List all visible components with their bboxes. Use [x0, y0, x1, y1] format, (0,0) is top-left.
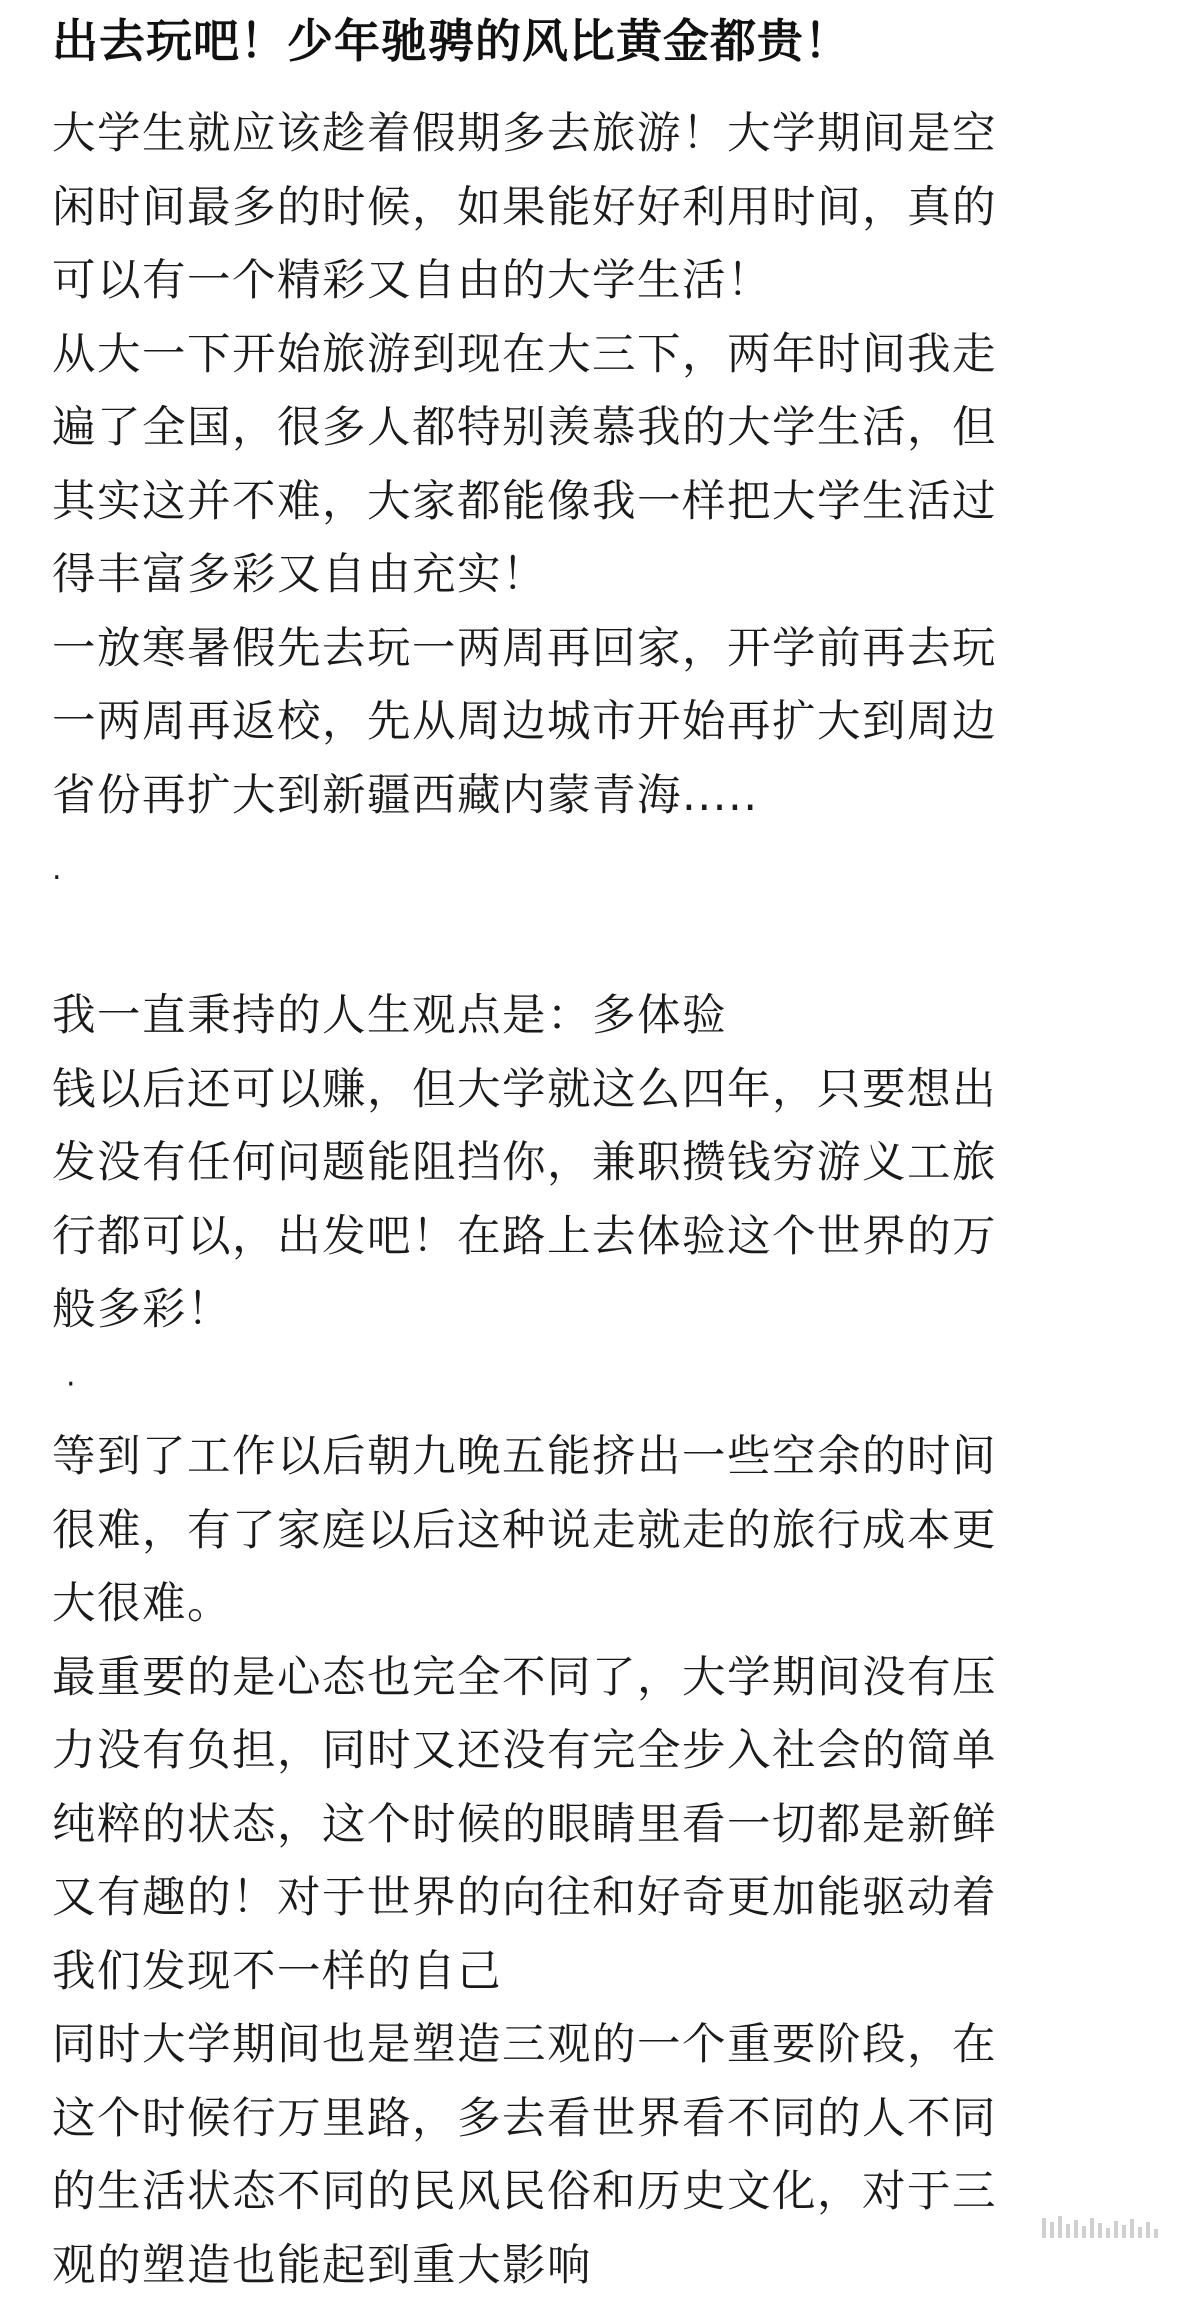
post-line: 这个时候行万里路，多去看世界看不同的人不同: [52, 2083, 1132, 2157]
post-line: 一放寒暑假先去玩一两周再回家，开学前再去玩: [52, 613, 1132, 687]
post-line: 等到了工作以后朝九晚五能挤出一些空余的时间: [52, 1421, 1132, 1495]
post-line: 我们发现不一样的自己: [52, 1936, 1132, 2010]
post-line: 观的塑造也能起到重大影响: [52, 2230, 1132, 2303]
post-line: 同时大学期间也是塑造三观的一个重要阶段，在: [52, 2009, 1132, 2083]
post-line: 遍了全国，很多人都特别羡慕我的大学生活，但: [52, 392, 1132, 466]
post-body: [52, 98, 1132, 2303]
post-line: 得丰富多彩又自由充实！: [52, 539, 1132, 613]
post-line: 行都可以，出发吧！在路上去体验这个世界的万: [52, 1201, 1132, 1275]
post-line: 可以有一个精彩又自由的大学生活！: [52, 245, 1132, 319]
separator-dot: .: [52, 833, 1132, 907]
post-line: 很难，有了家庭以后这种说走就走的旅行成本更: [52, 1495, 1132, 1569]
post-line: 我一直秉持的人生观点是：多体验: [52, 980, 1132, 1054]
post-line: 钱以后还可以赚，但大学就这么四年，只要想出: [52, 1054, 1132, 1128]
post-line: 的生活状态不同的民风民俗和历史文化，对于三: [52, 2156, 1132, 2230]
post-line: 闲时间最多的时候，如果能好好利用时间，真的: [52, 172, 1132, 246]
post-line: 发没有任何问题能阻挡你，兼职攒钱穷游义工旅: [52, 1127, 1132, 1201]
post-line: 力没有负担，同时又还没有完全步入社会的简单: [52, 1715, 1132, 1789]
post-line: 最重要的是心态也完全不同了，大学期间没有压: [52, 1642, 1132, 1716]
post-line: 省份再扩大到新疆西藏内蒙青海.....: [52, 760, 1132, 834]
post-line: 一两周再返校，先从周边城市开始再扩大到周边: [52, 686, 1132, 760]
post: [52, 0, 1132, 2303]
post-line: 又有趣的！对于世界的向往和好奇更加能驱动着: [52, 1862, 1132, 1936]
separator-dot: ·: [52, 1348, 1132, 1422]
post-line: 从大一下开始旅游到现在大三下，两年时间我走: [52, 319, 1132, 393]
watermark: [1042, 2214, 1162, 2242]
post-title: 出去玩吧！少年驰骋的风比黄金都贵！: [52, 0, 1132, 80]
post-line: 其实这并不难，大家都能像我一样把大学生活过: [52, 466, 1132, 540]
blank-line: [52, 907, 1132, 981]
post-line: 纯粹的状态，这个时候的眼睛里看一切都是新鲜: [52, 1789, 1132, 1863]
post-line: 般多彩！: [52, 1274, 1132, 1348]
post-line: 大学生就应该趁着假期多去旅游！大学期间是空: [52, 98, 1132, 172]
post-line: 大很难。: [52, 1568, 1132, 1642]
bar-logo-icon: [1042, 2214, 1162, 2242]
